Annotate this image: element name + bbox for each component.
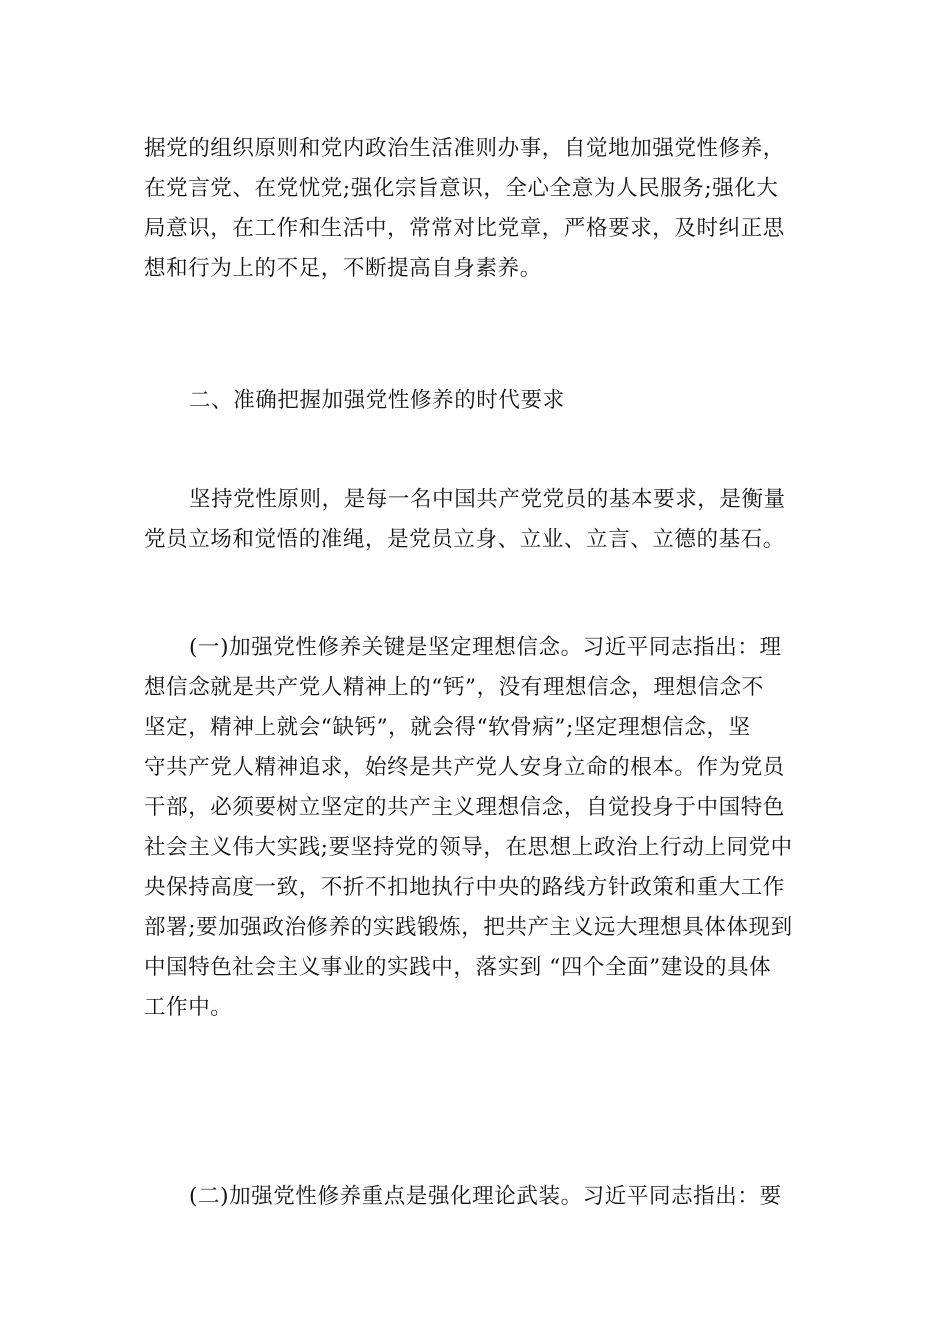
- text-line: 在党言党、在党忧党;强化宗旨意识，全心全意为人民服务;强化大: [144, 176, 779, 201]
- text-line: 想信念就是共产党人精神上的“钙”，没有理想信念，理想信念不: [144, 675, 764, 700]
- text-line: 央保持高度一致，不折不扣地执行中央的路线方针政策和重大工作: [144, 875, 785, 900]
- text-line: 想和行为上的不足，不断提高自身素养。: [144, 256, 542, 281]
- text-line: 据党的组织原则和党内政治生活准则办事，自觉地加强党性修养，: [144, 136, 785, 161]
- text-line: 中国特色社会主义事业的实践中，落实到 “四个全面”建设的具体: [144, 955, 772, 980]
- paragraph-ideals-beliefs: [144, 628, 810, 1028]
- text-line: 工作中。: [144, 995, 233, 1020]
- text-line: 守共产党人精神追求，始终是共产党人安身立命的根本。作为党员: [144, 755, 785, 780]
- text-line: 干部，必须要树立坚定的共产主义理想信念，自觉投身于中国特色: [144, 795, 785, 820]
- text-line: 部署;要加强政治修养的实践锻炼，把共产主义远大理想具体体现到: [144, 915, 793, 940]
- heading-line: 二、准确把握加强党性修养的时代要求: [189, 388, 565, 413]
- paragraph-party-principle: [144, 480, 810, 560]
- text-line: 坚持党性原则，是每一名中国共产党党员的基本要求，是衡量: [189, 487, 786, 512]
- paragraph-theory-armament: [144, 1177, 810, 1217]
- paragraph-continuation: [144, 129, 810, 289]
- text-line: 党员立场和觉悟的准绳，是党员立身、立业、立言、立德的基石。: [144, 527, 785, 552]
- section-heading: [144, 381, 810, 421]
- text-line: (二)加强党性修养重点是强化理论武装。习近平同志指出：要: [189, 1184, 782, 1209]
- text-line: (一)加强党性修养关键是坚定理想信念。习近平同志指出：理: [189, 635, 782, 660]
- text-line: 坚定，精神上就会“缺钙”，就会得“软骨病”;坚定理想信念，坚: [144, 715, 751, 740]
- text-line: 社会主义伟大实践;要坚持党的领导，在思想上政治上行动上同党中: [144, 835, 793, 860]
- text-line: 局意识，在工作和生活中，常常对比党章，严格要求，及时纠正思: [144, 216, 785, 241]
